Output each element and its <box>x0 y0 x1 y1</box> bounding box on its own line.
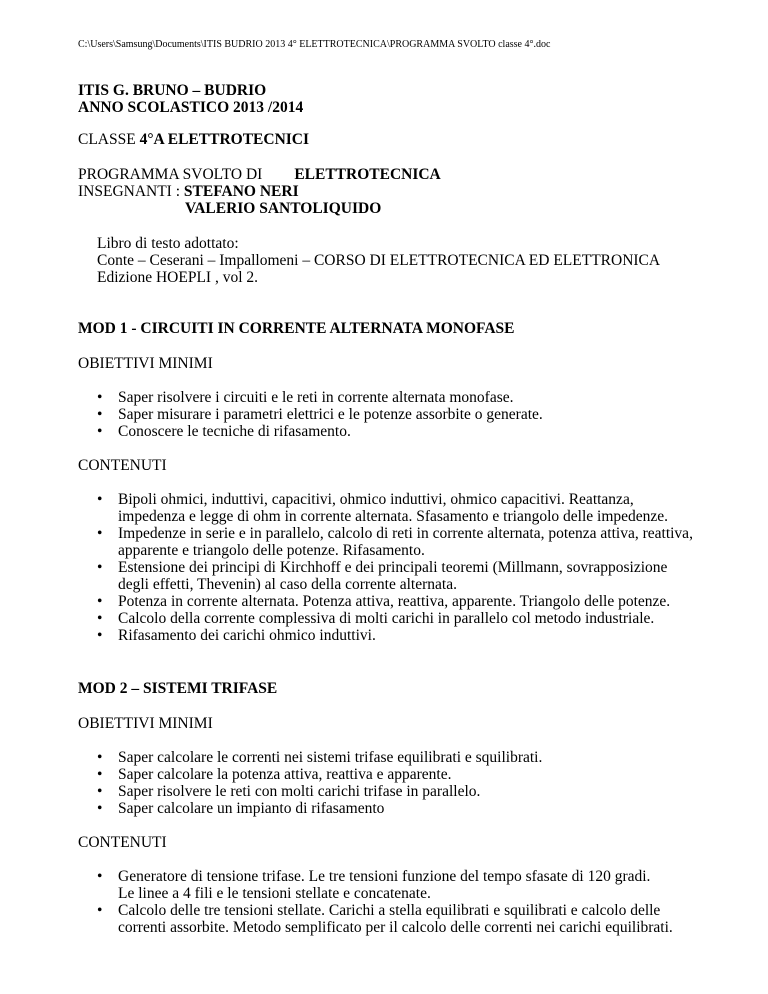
list-item: • Calcolo delle tre tensioni stellate. Carichi a stella equilibrati e squilibrati e calcolo delle correnti assorbite. Metodo semplificato per il calcolo delle correnti nei carichi equilibrati. <box>97 902 673 936</box>
class-line <box>78 131 309 148</box>
list-item: • Rifasamento dei carichi ohmico induttivi. <box>97 627 376 644</box>
teacher-1: STEFANO NERI <box>183 183 299 200</box>
mod2-title: MOD 2 – SISTEMI TRIFASE <box>78 680 278 697</box>
list-item: • Saper risolvere le reti con molti carichi trifase in parallelo. <box>97 783 481 800</box>
list-item: • Estensione dei principi di Kirchhoff e dei principali teoremi (Millmann, sovrapposizione degli effetti, Thevenin) al caso della corrente alternata. <box>97 559 668 593</box>
list-item: • Saper calcolare un impianto di rifasamento <box>97 800 385 817</box>
book-label: Libro di testo adottato: <box>97 235 239 252</box>
program-line <box>78 166 441 183</box>
mod1-obiettivi-list <box>97 389 697 440</box>
list-item: • Potenza in corrente alternata. Potenza attiva, reattiva, apparente. Triangolo delle potenze. <box>97 593 671 610</box>
mod2-obiettivi-label: OBIETTIVI MINIMI <box>78 715 213 732</box>
school-name: ITIS G. BRUNO – BUDRIO <box>78 82 267 99</box>
program-subject: ELETTROTECNICA <box>294 166 441 183</box>
mod2-contenuti-list <box>97 868 697 936</box>
teacher-2: VALERIO SANTOLIQUIDO <box>185 200 382 217</box>
mod1-obiettivi-label: OBIETTIVI MINIMI <box>78 355 213 372</box>
teachers-line <box>78 183 299 200</box>
list-item: • Calcolo della corrente complessiva di molti carichi in parallelo col metodo industriale. <box>97 610 655 627</box>
mod2-contenuti-label: CONTENUTI <box>78 834 167 851</box>
file-path-header: C:\Users\Samsung\Documents\ITIS BUDRIO 2013 4° ELETTROTECNICA\PROGRAMMA SVOLTO classe 4°.doc <box>78 39 551 50</box>
list-item: • Conoscere le tecniche di rifasamento. <box>97 423 351 440</box>
mod1-contenuti-label: CONTENUTI <box>78 457 167 474</box>
list-item: • Saper risolvere i circuiti e le reti in corrente alternata monofase. <box>97 389 514 406</box>
program-prefix: PROGRAMMA SVOLTO DI <box>78 166 263 183</box>
list-item: • Impedenze in serie e in parallelo, calcolo di reti in corrente alternata, potenza attiva, reattiva, apparente e triangolo delle potenze. Rifasamento. <box>97 525 693 559</box>
class-prefix: CLASSE <box>78 131 140 148</box>
class-name: 4°A ELETTROTECNICI <box>139 131 310 148</box>
mod1-contenuti-list <box>97 491 697 644</box>
book-title: Conte – Ceserani – Impallomeni – CORSO DI ELETTROTECNICA ED ELETTRONICA <box>97 252 661 269</box>
mod1-title: MOD 1 - CIRCUITI IN CORRENTE ALTERNATA MONOFASE <box>78 320 515 337</box>
list-item: • Bipoli ohmici, induttivi, capacitivi, ohmico induttivi, ohmico capacitivi. Reattanza, impedenza e legge di ohm in corrente alternata. Sfasamento e triangolo delle impedenze. <box>97 491 669 525</box>
mod2-obiettivi-list <box>97 749 697 817</box>
school-year: ANNO SCOLASTICO 2013 /2014 <box>78 99 304 116</box>
list-item: • Generatore di tensione trifase. Le tre tensioni funzione del tempo sfasate di 120 gradi. Le linee a 4 fili e le tensioni stellate e concatenate. <box>97 868 651 902</box>
list-item: • Saper calcolare la potenza attiva, reattiva e apparente. <box>97 766 452 783</box>
list-item: • Saper misurare i parametri elettrici e le potenze assorbite o generate. <box>97 406 543 423</box>
book-edition: Edizione HOEPLI , vol 2. <box>97 269 259 286</box>
list-item: • Saper calcolare le correnti nei sistemi trifase equilibrati e squilibrati. <box>97 749 543 766</box>
teachers-prefix: INSEGNANTI : <box>78 183 184 200</box>
